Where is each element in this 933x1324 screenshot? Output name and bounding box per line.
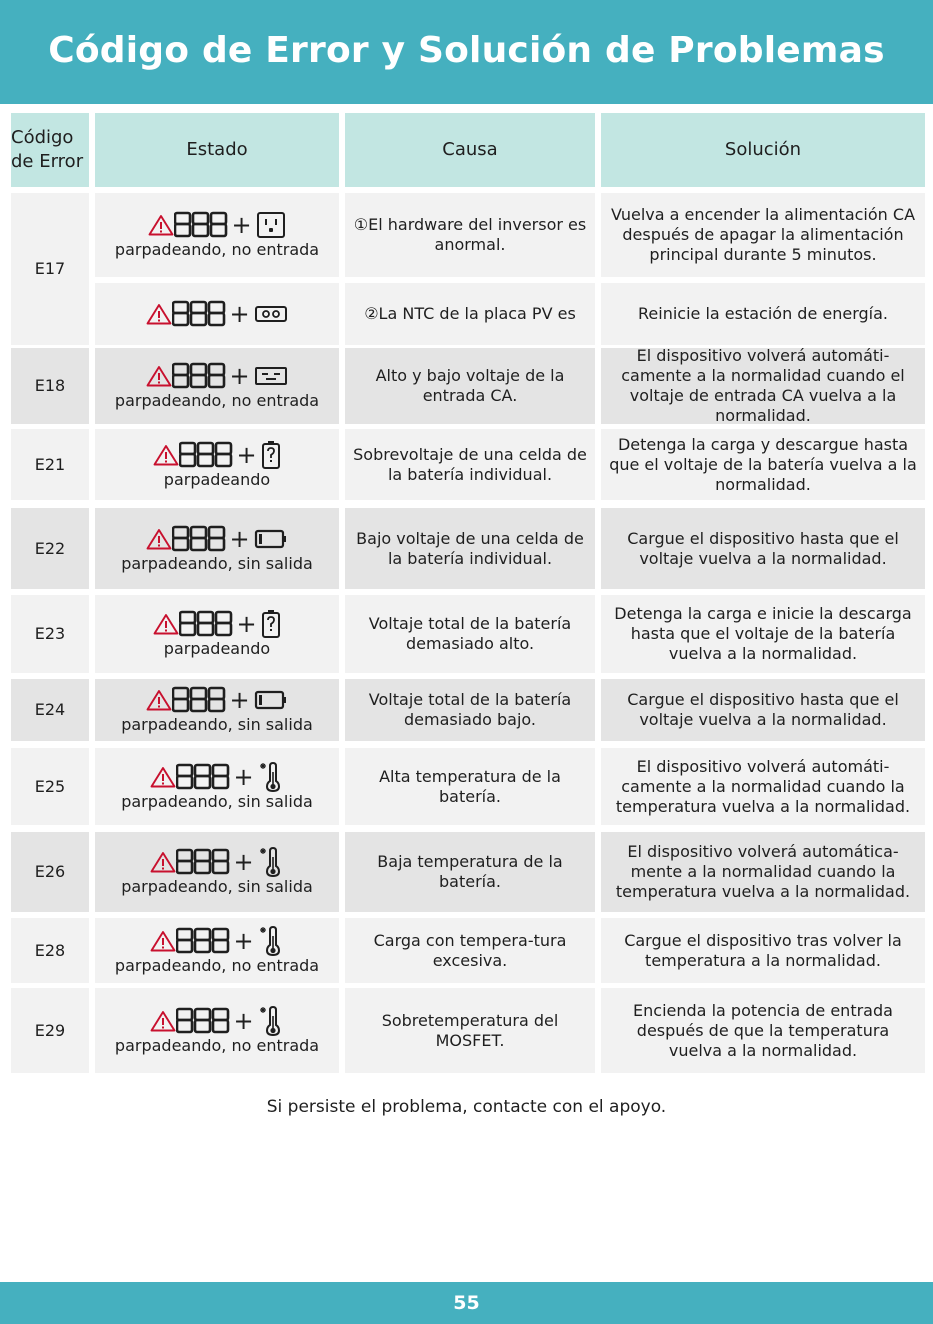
- error-code-cell: [11, 193, 89, 345]
- cause-text: ②La NTC de la placa PV es: [364, 304, 576, 323]
- cause-text: Carga con tempera-tura excesiva.: [373, 930, 567, 970]
- plus-sign: +: [229, 300, 250, 328]
- display-indicator: [150, 847, 283, 877]
- error-code-cell: [11, 429, 89, 500]
- page-number: 55: [453, 1292, 480, 1314]
- cause-cell: [345, 508, 595, 589]
- page-title: Código de Error y Solución de Problemas: [48, 29, 885, 71]
- cause-cell: [345, 348, 595, 424]
- digit-display-icon: [176, 848, 230, 876]
- warning-icon: [150, 1010, 176, 1032]
- digit-display-icon: [172, 686, 226, 714]
- error-code: E17: [34, 259, 66, 278]
- temperature-icon: [258, 1004, 284, 1038]
- plus-sign: +: [231, 211, 252, 239]
- warning-icon: [148, 214, 174, 236]
- solution-text: El dispositivo volverá automáti-camente a la normalidad cuando la temperatura vuelva a la normalidad.: [615, 756, 911, 816]
- display-indicator: [150, 762, 283, 792]
- battery-low-icon: [254, 689, 288, 711]
- cause-text: Baja temperatura de la batería.: [377, 852, 563, 891]
- status-text: parpadeando: [163, 639, 271, 658]
- ac-outlet-icon: [256, 211, 286, 239]
- display-indicator: [150, 1006, 283, 1036]
- solution-text: El dispositivo volverá automáti-camente a la normalidad cuando el voltaje de entrada CA vuelva a la normalidad.: [621, 346, 905, 425]
- error-code: E21: [34, 454, 66, 474]
- status-cell: [95, 748, 339, 825]
- battery-question-icon: [261, 609, 281, 639]
- warning-icon: [150, 930, 176, 952]
- error-code-cell: [11, 918, 89, 983]
- status-text: parpadeando, sin salida: [121, 553, 313, 573]
- solution-text: Vuelva a encender la alimentación CA después de apagar la alimentación principal durante 5 minutos.: [610, 205, 916, 264]
- digit-display-icon: [174, 211, 228, 239]
- solution-text: Cargue el dispositivo tras volver la temperatura a la normalidad.: [624, 930, 902, 970]
- plus-sign: +: [233, 1006, 254, 1035]
- display-indicator: [146, 299, 287, 329]
- status-text: parpadeando, no entrada: [114, 391, 320, 410]
- cause-cell: [345, 918, 595, 983]
- plus-sign: +: [229, 686, 250, 714]
- cause-text: Alto y bajo voltaje de la entrada CA.: [375, 366, 565, 405]
- warning-icon: [150, 766, 176, 788]
- pv-input-icon: [254, 304, 288, 324]
- solution-text: Detenga la carga y descargue hasta que el voltaje de la batería vuelva a la normalidad.: [609, 434, 917, 494]
- plus-sign: +: [229, 362, 250, 390]
- temperature-icon: [258, 760, 284, 794]
- column-header-code-label: Código de Error: [11, 127, 84, 172]
- page-header: [0, 0, 933, 104]
- error-code-cell: [11, 988, 89, 1073]
- display-indicator: [153, 609, 280, 639]
- solution-text: Reinicie la estación de energía.: [638, 304, 888, 323]
- plus-sign: +: [236, 610, 257, 638]
- column-header-cause: [345, 113, 595, 187]
- digit-display-icon: [176, 1007, 230, 1035]
- status-cell: [95, 348, 339, 424]
- table-header-row: [11, 113, 925, 187]
- cause-cell: [345, 283, 595, 345]
- plus-sign: +: [233, 848, 254, 876]
- cause-cell: [345, 988, 595, 1073]
- column-header-cause-label: Causa: [442, 139, 498, 160]
- column-header-status-label: Estado: [186, 139, 248, 160]
- digit-display-icon: [172, 362, 226, 390]
- display-indicator: [146, 361, 287, 391]
- status-cell: [95, 679, 339, 741]
- page-footer: [0, 1282, 933, 1324]
- status-text: parpadeando, no entrada: [114, 240, 320, 259]
- error-code: E26: [34, 862, 66, 881]
- status-text: parpadeando, no entrada: [114, 955, 320, 975]
- column-header-solution: [601, 113, 925, 187]
- status-cell: [95, 508, 339, 589]
- cause-text: Sobrevoltaje de una celda de la batería individual.: [353, 444, 587, 484]
- temperature-icon: [258, 845, 284, 879]
- solution-cell: [601, 348, 925, 424]
- display-indicator: [146, 524, 287, 554]
- error-code-cell: [11, 508, 89, 589]
- status-cell: [95, 193, 339, 277]
- cause-cell: [345, 193, 595, 277]
- solution-cell: [601, 193, 925, 277]
- solution-cell: [601, 283, 925, 345]
- cause-text: ①El hardware del inversor es anormal.: [353, 215, 587, 254]
- warning-icon: [146, 689, 172, 711]
- solution-cell: [601, 679, 925, 741]
- error-code: E18: [34, 376, 66, 395]
- status-text: parpadeando, sin salida: [121, 791, 313, 811]
- digit-display-icon: [179, 610, 233, 638]
- status-cell: [95, 429, 339, 500]
- cause-text: Voltaje total de la batería demasiado bajo.: [368, 690, 572, 729]
- status-text: parpadeando: [163, 469, 271, 489]
- support-note: Si persiste el problema, contacte con el apoyo.: [266, 1097, 667, 1117]
- digit-display-icon: [172, 525, 226, 553]
- plus-sign: +: [233, 762, 254, 791]
- error-code-cell: [11, 748, 89, 825]
- error-code: E24: [34, 700, 66, 719]
- status-cell: [95, 918, 339, 983]
- cause-cell: [345, 748, 595, 825]
- error-code-cell: [11, 348, 89, 424]
- cause-text: Voltaje total de la batería demasiado alto.: [368, 614, 572, 653]
- status-text: parpadeando, sin salida: [121, 877, 313, 896]
- solution-cell: [601, 832, 925, 912]
- solution-cell: [601, 595, 925, 673]
- dc-input-icon: [254, 365, 288, 387]
- solution-cell: [601, 429, 925, 500]
- error-code-cell: [11, 595, 89, 673]
- display-indicator: [148, 210, 285, 240]
- plus-sign: +: [233, 926, 254, 955]
- solution-text: Cargue el dispositivo hasta que el voltaje vuelva a la normalidad.: [627, 528, 899, 568]
- status-cell: [95, 595, 339, 673]
- plus-sign: +: [229, 524, 250, 553]
- error-code: E25: [34, 776, 66, 796]
- solution-text: Cargue el dispositivo hasta que el voltaje vuelva a la normalidad.: [627, 690, 899, 729]
- temperature-icon: [258, 924, 284, 958]
- solution-cell: [601, 508, 925, 589]
- battery-low-icon: [254, 528, 288, 550]
- display-indicator: [146, 685, 287, 715]
- battery-question-icon: [261, 440, 281, 470]
- warning-icon: [146, 365, 172, 387]
- cause-text: Alta temperatura de la batería.: [379, 766, 561, 806]
- warning-icon: [146, 528, 172, 550]
- error-code-cell: [11, 679, 89, 741]
- error-code: E28: [34, 940, 66, 960]
- solution-text: Encienda la potencia de entrada después de que la temperatura vuelva a la normalidad.: [633, 1000, 893, 1060]
- digit-display-icon: [176, 763, 230, 791]
- display-indicator: [150, 926, 283, 956]
- cause-cell: [345, 832, 595, 912]
- error-code-cell: [11, 832, 89, 912]
- status-cell: [95, 283, 339, 345]
- cause-text: Bajo voltaje de una celda de la batería individual.: [356, 528, 584, 568]
- solution-cell: [601, 748, 925, 825]
- column-header-status: [95, 113, 339, 187]
- error-code: E29: [34, 1020, 66, 1040]
- solution-text: Detenga la carga e inicie la descarga hasta que el voltaje de la batería vuelva a la normalidad.: [614, 604, 912, 663]
- digit-display-icon: [179, 441, 233, 469]
- digit-display-icon: [172, 300, 226, 328]
- error-code: E23: [34, 624, 66, 643]
- digit-display-icon: [176, 927, 230, 955]
- column-header-solution-label: Solución: [724, 139, 802, 160]
- warning-icon: [153, 444, 179, 466]
- solution-text: El dispositivo volverá automática-mente a la normalidad cuando la temperatura vuelva a la normalidad.: [615, 842, 911, 901]
- status-text: parpadeando, sin salida: [121, 715, 313, 734]
- solution-cell: [601, 988, 925, 1073]
- solution-cell: [601, 918, 925, 983]
- warning-icon: [150, 851, 176, 873]
- warning-icon: [146, 303, 172, 325]
- status-cell: [95, 832, 339, 912]
- cause-text: Sobretemperatura del MOSFET.: [381, 1010, 559, 1050]
- error-code: E22: [34, 538, 66, 558]
- status-cell: [95, 988, 339, 1073]
- warning-icon: [153, 613, 179, 635]
- cause-cell: [345, 679, 595, 741]
- plus-sign: +: [236, 440, 257, 469]
- status-text: parpadeando, no entrada: [114, 1035, 320, 1055]
- cause-cell: [345, 429, 595, 500]
- cause-cell: [345, 595, 595, 673]
- display-indicator: [153, 440, 280, 470]
- column-header-code: [11, 113, 89, 187]
